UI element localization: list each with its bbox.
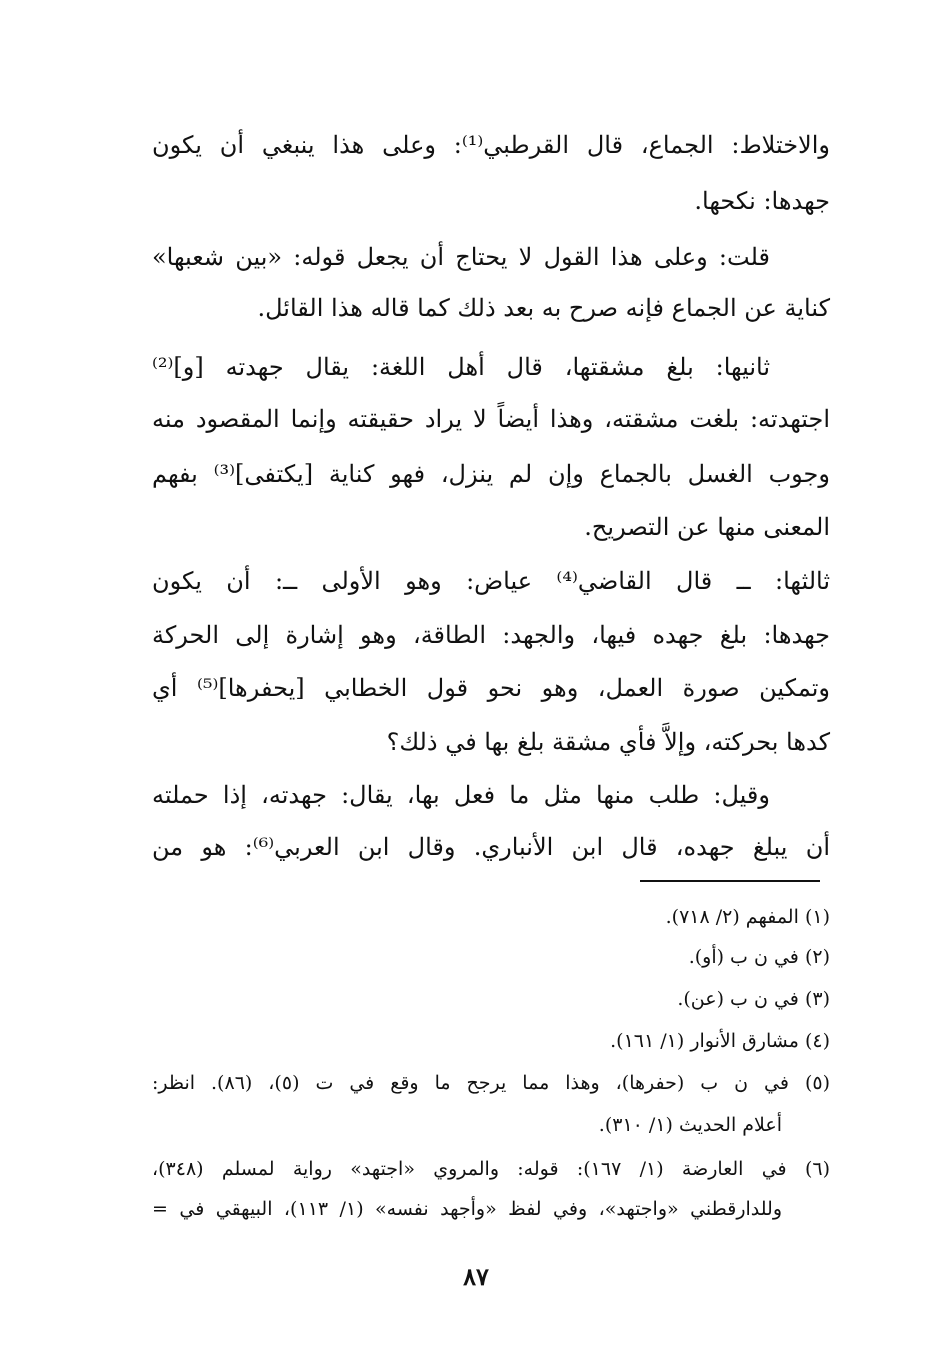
footnote-text: المفهم (٢/ ٧١٨).	[665, 906, 799, 928]
text-line: المعنى منها عن التصريح.	[584, 513, 830, 541]
text-line: جهدها: بلغ جهده فيها، والجهد: الطاقة، وهو إشارة إلى الحركة	[152, 621, 830, 649]
text-line: كدها بحركته، وإلاَّ فأي مشقة بلغ بها في ذلك؟	[386, 728, 830, 756]
footnote-number: (٦)	[804, 1158, 831, 1180]
text-line: وقيل: طلب منها مثل ما فعل بها، يقال: جهدته، إذا حملته	[152, 781, 770, 809]
footnote-3	[677, 986, 830, 1012]
text-line: والاختلاط: الجماع، قال القرطبي⁽¹⁾: وعلى هذا ينبغي أن يكون	[152, 131, 830, 159]
text-line: جهدها: نكحها.	[694, 187, 830, 215]
text-line: اجتهدته: بلغت مشقته، وهذا أيضاً لا يراد حقيقته وإنما المقصود منه	[152, 405, 830, 433]
footnote-text: في ن ب (أو).	[688, 946, 799, 968]
footnote-1	[666, 904, 830, 930]
page-number: ٨٧	[463, 1262, 489, 1291]
footnote-number: (١)	[804, 906, 830, 928]
text-line: وتمكين صورة العمل، وهو نحو قول الخطابي [يحفرها]⁽⁵⁾ أي	[152, 674, 831, 702]
footnote-number: (٣)	[804, 988, 830, 1010]
footnote-4	[610, 1028, 830, 1054]
footnote-6-continuation: وللدارقطني «واجتهد»، وفي لفظ «وأجهد نفسه» (١/ ١١٣)، البيهقي في =	[152, 1198, 783, 1220]
footnote-text: في ن ب (حفرها)، وهذا مما يرجح ما وقع في ت (٥)، (٨٦). انظر:	[152, 1072, 789, 1094]
footnote-2	[689, 944, 830, 970]
text-line: قلت: وعلى هذا القول لا يحتاج أن يجعل قوله: «بين شعبها»	[152, 243, 770, 271]
footnote-number: (٤)	[804, 1030, 830, 1052]
footnote-text: في العارضة (١/ ١٦٧): قوله: والمروي «اجتهد» رواية لمسلم (٣٤٨)،	[152, 1158, 787, 1180]
text-line: ثانيها: بلغ مشقتها، قال أهل اللغة: يقال جهدته [و]⁽²⁾	[152, 353, 770, 381]
footnote-5	[152, 1070, 830, 1096]
footnote-number: (٥)	[804, 1072, 831, 1094]
footnote-5-continuation: أعلام الحديث (١/ ٣١٠).	[598, 1114, 782, 1136]
footnote-6	[152, 1156, 830, 1182]
footnote-separator	[640, 880, 820, 882]
text-line: وجوب الغسل بالجماع وإن لم ينزل، فهو كناية [يكتفى]⁽³⁾ بفهم	[152, 460, 830, 488]
text-line: ثالثها: ــ قال القاضي⁽⁴⁾ عياض: وهو الأولى ــ: أن يكون	[152, 567, 831, 595]
footnote-text: في ن ب (عن).	[677, 988, 799, 1010]
footnote-number: (٢)	[804, 946, 830, 968]
text-line: كناية عن الجماع فإنه صرح به بعد ذلك كما قاله هذا القائل.	[257, 294, 830, 322]
footnote-text: مشارق الأنوار (١/ ١٦١).	[610, 1030, 799, 1052]
text-line: أن يبلغ جهده، قال ابن الأنباري. وقال ابن العربي⁽⁶⁾: هو من	[152, 833, 830, 861]
